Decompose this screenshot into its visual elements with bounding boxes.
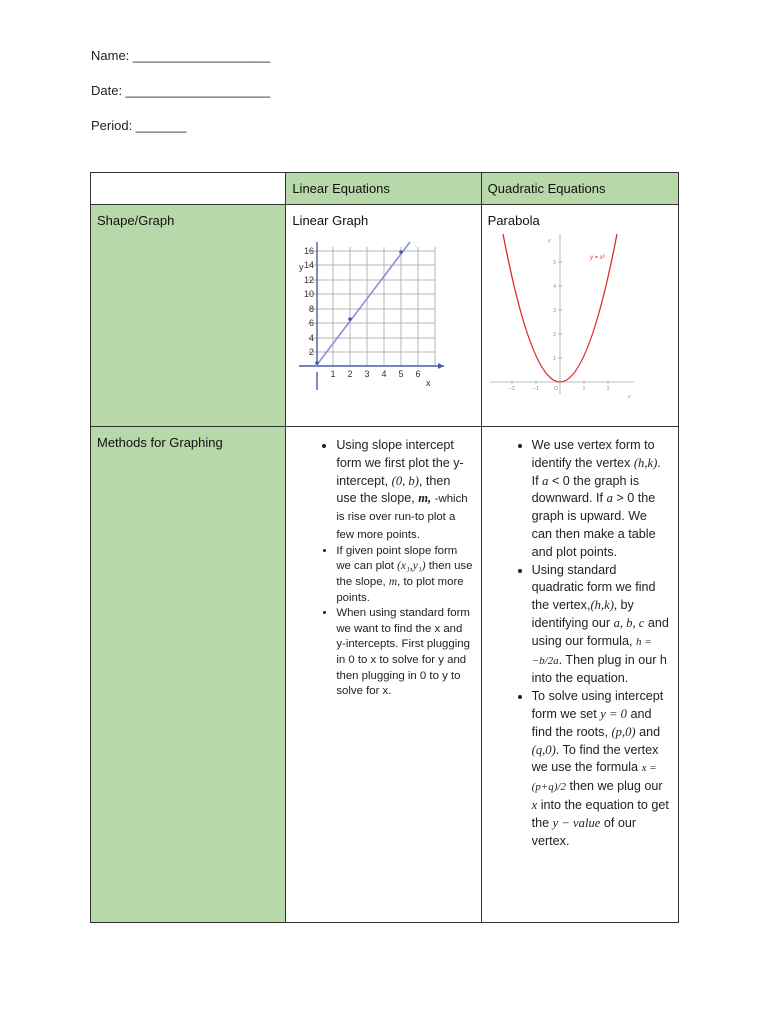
x-axis-label: x (627, 394, 631, 400)
list-item: • If given point slope form we can plot (x₁,y₁) then use the slope, m, to plot more points. (336, 544, 472, 606)
methods-row (91, 427, 679, 923)
x-tick: 3 (364, 369, 370, 379)
comparison-table (90, 172, 679, 923)
y-tick: 12 (304, 275, 315, 285)
y-axis-label: y (547, 238, 551, 244)
shape-label: Shape/Graph (97, 213, 175, 228)
x-tick: −1 (532, 386, 539, 392)
x-tick: 2 (347, 369, 353, 379)
y-tick: 6 (309, 318, 315, 328)
name-line: Name: ___________________ (91, 48, 271, 63)
list-item: • When using standard form we want to find the x and y-intercepts. First plugging in 0 to x to solve for y and then plugging in 0 to y to solve for x. (336, 606, 472, 700)
y-tick: 16 (304, 246, 315, 256)
linear-methods-cell (286, 427, 481, 923)
y-tick: 4 (552, 284, 556, 290)
linear-graph (294, 232, 464, 392)
y-tick: 8 (309, 304, 315, 314)
linear-line (316, 242, 410, 366)
y-tick: 4 (309, 333, 315, 343)
header-quadratic: Quadratic Equations (481, 173, 678, 205)
x-tick: 6 (415, 369, 421, 379)
y-tick: 14 (304, 260, 315, 270)
period-line: Period: _______ (91, 118, 187, 133)
x-tick: 2 (606, 386, 610, 392)
corner-cell (91, 173, 286, 205)
y-tick: 10 (304, 289, 315, 299)
x-tick: 1 (330, 369, 336, 379)
list-item: • We use vertex form to identify the vertex (h,k). If a < 0 the graph is downward. If a > 0 the graph is upward. We can then make a table and plot points. (532, 437, 670, 562)
methods-label: Methods for Graphing (97, 435, 223, 450)
list-item: • To solve using intercept form we set y = 0 and find the roots, (p,0) and (q,0). To find the vertex we use the formula x = (p+q)/2 then we plug our x into the equation to get the y − value of our vertex. (532, 688, 670, 850)
linear-graph-cell (286, 205, 481, 427)
x-tick: 1 (582, 386, 586, 392)
methods-label-cell (91, 427, 286, 923)
linear-graph-title: Linear Graph (292, 213, 369, 228)
equation-label: y = x² (589, 255, 605, 261)
shape-label-cell (91, 205, 286, 427)
y-tick: 1 (552, 356, 556, 362)
x-tick: 5 (398, 369, 404, 379)
x-axis-label: x (426, 378, 431, 388)
y-axis-label: y (299, 262, 304, 272)
date-line: Date: ____________________ (91, 83, 271, 98)
y-tick: 2 (309, 347, 315, 357)
parabola-graph-cell (481, 205, 678, 427)
y-tick: 5 (552, 260, 556, 266)
x-tick: 4 (381, 369, 387, 379)
x-tick: −2 (508, 386, 515, 392)
y-tick: 2 (552, 332, 556, 338)
parabola-graph (486, 232, 646, 400)
list-item: • Using slope intercept form we first plot the y-intercept, (0, b), then use the slope, m, -which is rise over run-to plot a few more points. (336, 437, 472, 544)
header-row (91, 173, 679, 205)
header-linear: Linear Equations (286, 173, 481, 205)
shape-row (91, 205, 679, 427)
x-tick: O (553, 386, 558, 392)
quadratic-methods-cell (481, 427, 678, 923)
quadratic-methods-list (482, 427, 678, 850)
linear-methods-list (286, 427, 480, 700)
list-item: • Using standard quadratic form we find the vertex,(h,k), by identifying our a, b, c and using our formula, h = −b/2a. Then plug in our h into the equation. (532, 562, 670, 689)
y-tick: 3 (552, 308, 556, 314)
parabola-graph-title: Parabola (487, 213, 540, 228)
